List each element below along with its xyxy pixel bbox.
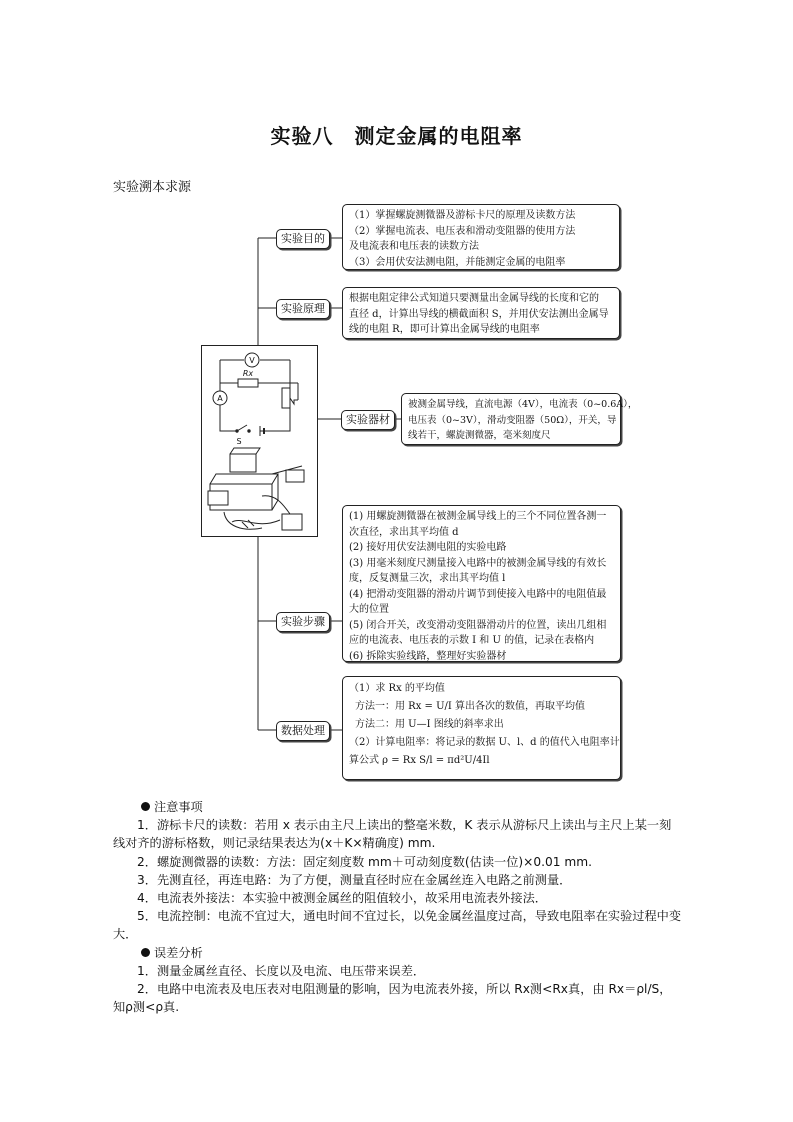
- equipment-line: 被测金属导线，直流电源（4V），电流表（0~0.6A），: [408, 399, 638, 410]
- box-principle: [342, 287, 620, 339]
- voltmeter-symbol: V: [249, 356, 255, 365]
- note-item: 3．先测直径，再连电路：为了方便，测量直径时应在金属丝连入电路之前测量．: [137, 872, 572, 887]
- step-line: (5) 闭合开关，改变滑动变阻器滑动片的位置，读出几组相: [349, 619, 607, 631]
- step-line: 应的电流表、电压表的示数 I 和 U 的值，记录在表格内: [349, 635, 595, 646]
- note-item: 5．电流控制：电流不宜过大，通电时间不宜过长，以免金属丝温度过高，导致电阻率在实验过程中变大．: [113, 909, 682, 942]
- bullet-icon: [141, 802, 150, 811]
- data-line: 算公式 ρ = Rx S/l = πd²U/4Il: [349, 755, 490, 766]
- label-principle: 实验原理: [276, 299, 330, 319]
- note-item: 1．游标卡尺的读数：若用 x 表示由主尺上读出的整毫米数，K 表示从游标尺上读出与主尺上某一刻线对齐的游标格数，则记录结果表达为(x＋K×精确度) mm.: [113, 818, 672, 851]
- step-line: 大的位置: [349, 604, 389, 615]
- notes-heading: [113, 798, 683, 816]
- bullet-icon: [141, 948, 150, 957]
- label-purpose: 实验目的: [276, 229, 330, 249]
- purpose-line: （1）掌握螺旋测微器及游标卡尺的原理及读数方法: [349, 210, 576, 221]
- error-heading: [113, 944, 683, 962]
- principle-line: 根据电阻定律公式知道只要测量出金属导线的长度和它的: [349, 293, 599, 304]
- box-data-processing: [342, 676, 621, 780]
- data-line: （2）计算电阻率：将记录的数据 U、l、d 的值代入电阻率计: [349, 737, 620, 748]
- circuit-diagram: [201, 345, 318, 537]
- step-line: (1) 用螺旋测微器在被测金属导线上的三个不同位置各测一: [349, 511, 607, 522]
- label-data-processing: 数据处理: [276, 721, 330, 741]
- equipment-line: 线若干，螺旋测微器，毫米刻度尺: [408, 430, 551, 441]
- purpose-line: （3）会用伏安法测电阻，并能测定金属的电阻率: [349, 256, 566, 268]
- step-line: 次直径，求出其平均值 d: [349, 526, 459, 538]
- note-item: 2．螺旋测微器的读数：方法：固定刻度数 mm＋可动刻度数(估读一位)×0.01 mm.: [137, 854, 592, 869]
- step-line: (3) 用毫米刻度尺测量接入电路中的被测金属导线的有效长: [349, 557, 607, 569]
- purpose-line: 及电流表和电压表的读数方法: [349, 241, 479, 252]
- equipment-line: 电压表（0~3V），滑动变阻器（50Ω），开关，导: [408, 414, 617, 426]
- label-equipment: 实验器材: [341, 410, 395, 430]
- data-line: （1）求 Rx 的平均值: [349, 683, 445, 694]
- label-steps: 实验步骤: [276, 612, 330, 632]
- circuit-drawing: [202, 346, 317, 536]
- step-line: (6) 拆除实验线路，整理好实验器材: [349, 650, 507, 662]
- error-item: 1．测量金属丝直径、长度以及电流、电压带来误差．: [137, 963, 426, 978]
- error-item: 2．电路中电流表及电压表对电阻测量的影响，因为电流表外接，所以 Rx测<Rx真，由 Rx＝ρl/S，知ρ测<ρ真.: [113, 982, 672, 1015]
- purpose-line: （2）掌握电流表、电压表和滑动变阻器的使用方法: [349, 225, 576, 237]
- page-title: 实验八 测定金属的电阻率: [270, 124, 523, 148]
- box-steps: [342, 505, 621, 662]
- section-subtitle: 实验溯本求源: [113, 180, 192, 195]
- data-line: 方法一：用 Rx = U/I 算出各次的数值，再取平均值: [355, 701, 586, 712]
- step-line: 度，反复测量三次，求出其平均值 l: [349, 573, 506, 584]
- data-line: 方法二：用 U—I 图线的斜率求出: [355, 719, 504, 730]
- step-line: (4) 把滑动变阻器的滑动片调节到使接入电路中的电阻值最: [349, 588, 607, 600]
- resistor-label: Rx: [242, 369, 254, 378]
- note-item: 4．电流表外接法：本实验中被测金属丝的阻值较小，故采用电流表外接法．: [137, 891, 547, 906]
- notes-section: [113, 798, 683, 1016]
- error-heading-text: 误差分析: [154, 945, 203, 960]
- step-line: (2) 接好用伏安法测电阻的实验电路: [349, 542, 507, 553]
- notes-heading-text: 注意事项: [154, 800, 203, 814]
- ammeter-symbol: A: [217, 394, 223, 403]
- box-equipment: [401, 393, 638, 445]
- principle-line: 线的电阻 R，即可计算出金属导线的电阻率: [349, 324, 540, 335]
- principle-line: 直径 d，计算出导线的横截面积 S，并用伏安法测出金属导: [349, 308, 609, 320]
- box-purpose: [342, 204, 620, 270]
- switch-label: S: [236, 437, 242, 446]
